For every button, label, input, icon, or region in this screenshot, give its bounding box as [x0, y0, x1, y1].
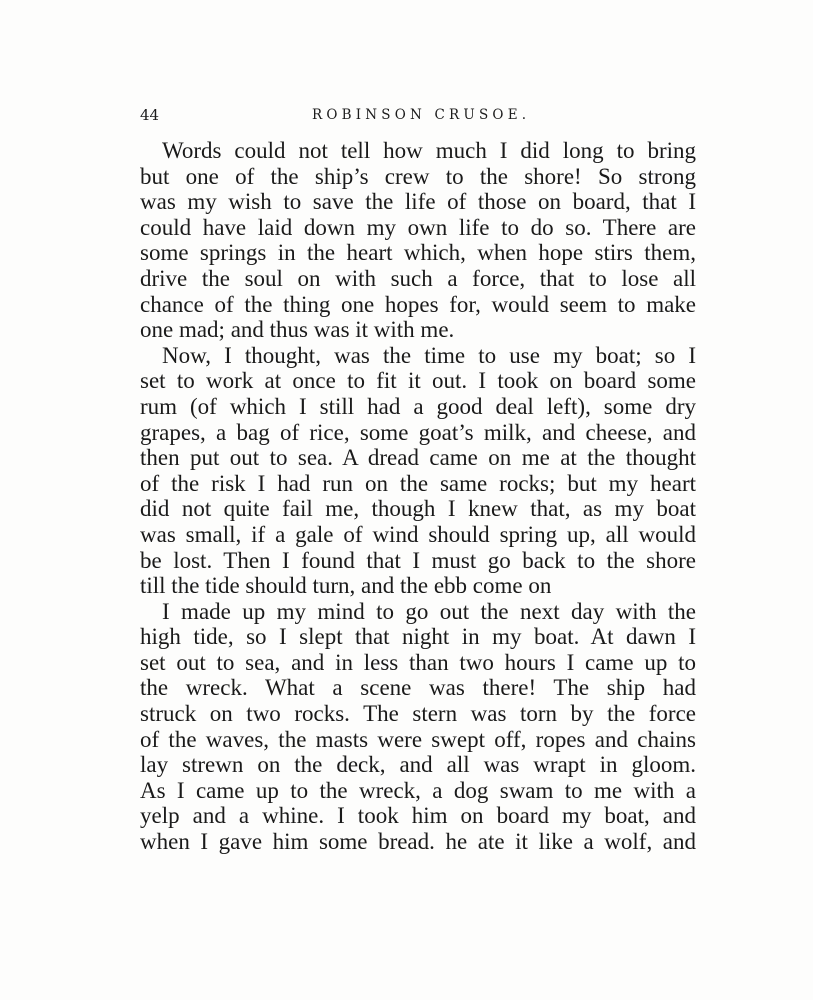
text-line: of the risk I had run on the same rocks; but my heart: [140, 470, 696, 496]
text-line: lay strewn on the deck, and all was wrapt in gloom.: [140, 752, 696, 778]
text-line: rum (of which I still had a good deal left), some dry: [140, 393, 696, 419]
text-line: grapes, a bag of rice, some goat’s milk, and cheese, and: [140, 419, 696, 445]
text-line: some springs in the heart which, when hope stirs them,: [140, 240, 696, 266]
text-line: set to work at once to fit it out. I took on board some: [140, 368, 696, 394]
text-line: was small, if a gale of wind should spring up, all would: [140, 521, 696, 547]
body-text: [140, 138, 696, 855]
text-line: As I came up to the wreck, a dog swam to me with a: [140, 777, 696, 803]
text-line: the wreck. What a scene was there! The ship had: [140, 675, 696, 701]
text-line: Now, I thought, was the time to use my boat; so I: [162, 342, 696, 368]
text-line: chance of the thing one hopes for, would seem to make: [140, 291, 696, 317]
text-line: of the waves, the masts were swept off, ropes and chains: [140, 726, 696, 752]
text-line: yelp and a whine. I took him on board my boat, and: [140, 803, 696, 829]
text-line: drive the soul on with such a force, that to lose all: [140, 265, 696, 291]
text-line: high tide, so I slept that night in my boat. At dawn I: [140, 624, 696, 650]
text-line: set out to sea, and in less than two hours I came up to: [140, 649, 696, 675]
text-line: till the tide should turn, and the ebb come on: [140, 573, 552, 599]
text-line: struck on two rocks. The stern was torn by the force: [140, 701, 696, 727]
text-line: Words could not tell how much I did long to bring: [162, 138, 696, 163]
text-line: when I gave him some bread. he ate it like a wolf, and: [140, 829, 696, 855]
text-line: but one of the ship’s crew to the shore! So strong: [140, 163, 696, 189]
running-head: [140, 106, 696, 130]
text-line: could have laid down my own life to do so. There are: [140, 214, 696, 240]
text-line: did not quite fail me, though I knew that, as my boat: [140, 496, 696, 522]
text-line: be lost. Then I found that I must go back to the shore: [140, 547, 696, 573]
page-number: 44: [140, 106, 160, 124]
text-line: then put out to sea. A dread came on me at the thought: [140, 445, 696, 471]
text-line: was my wish to save the life of those on board, that I: [140, 189, 696, 215]
text-line: I made up my mind to go out the next day with the: [162, 598, 696, 624]
running-title: ROBINSON CRUSOE.: [312, 107, 531, 123]
text-line: one mad; and thus was it with me.: [140, 317, 455, 343]
